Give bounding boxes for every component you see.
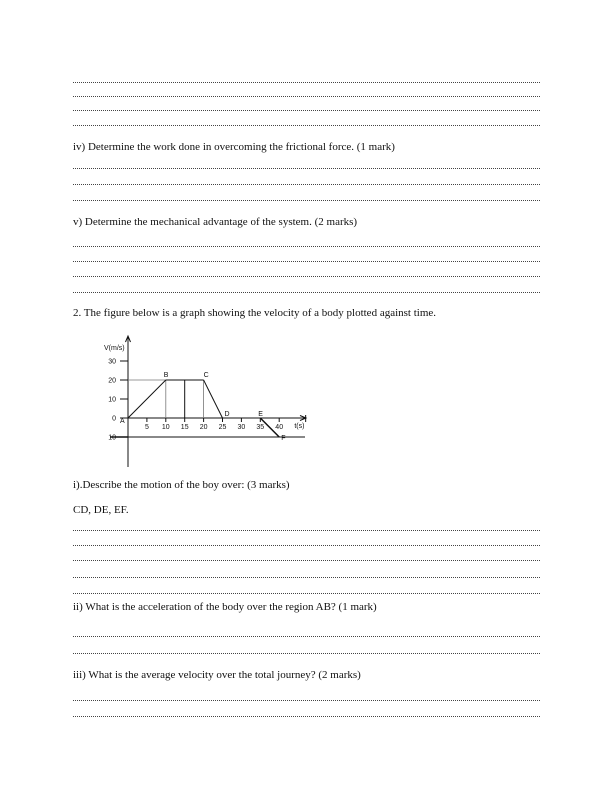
question-i-sub: CD, DE, EF. — [73, 504, 129, 516]
x-axis-label: t(s) — [294, 423, 305, 430]
x-tick-label: 40 — [275, 424, 284, 431]
x-tick-label: 30 — [237, 424, 246, 431]
answer-line[interactable] — [73, 545, 540, 546]
x-tick-label: 5 — [144, 424, 149, 431]
question-iii: iii) What is the average velocity over the total journey? (2 marks) — [73, 669, 361, 681]
x-tick-label: 15 — [180, 424, 189, 431]
x-tick-label: 20 — [199, 424, 208, 431]
point-label-D: D — [224, 411, 230, 418]
point-label-C: C — [203, 372, 209, 379]
answer-line[interactable] — [73, 700, 540, 701]
point-label-E: E — [258, 411, 263, 418]
x-tick-label: 35 — [256, 424, 265, 431]
question-ii: ii) What is the acceleration of the body over the region AB? (1 mark) — [73, 601, 377, 613]
question-v: v) Determine the mechanical advantage of the system. (2 marks) — [73, 216, 358, 228]
question-2: 2. The figure below is a graph showing the velocity of a body plotted against time. — [73, 307, 437, 319]
y-axis-label: V(m/s) — [104, 345, 125, 352]
x-tick-label: 25 — [218, 424, 227, 431]
question-iv: iv) Determine the work done in overcoming the frictional force. (1 mark) — [73, 141, 395, 153]
graph-segment-CD — [204, 380, 223, 418]
y-tick-label: 30 — [108, 358, 116, 366]
graph-segment-AB — [128, 380, 166, 418]
point-label-B: B — [163, 372, 169, 379]
question-i: i).Describe the motion of the boy over: (3 marks) — [73, 479, 290, 491]
y-tick-label: 10 — [108, 434, 116, 442]
answer-line[interactable] — [73, 560, 540, 561]
y-tick-label: 10 — [108, 396, 116, 404]
x-tick-label: 10 — [161, 424, 170, 431]
answer-line[interactable] — [73, 653, 540, 654]
y-tick-label: 20 — [108, 377, 116, 385]
answer-line[interactable] — [73, 716, 540, 717]
point-label-F: F — [281, 435, 286, 442]
y-tick-label: 0 — [112, 415, 116, 423]
answer-line[interactable] — [73, 636, 540, 637]
answer-line[interactable] — [73, 530, 540, 531]
answer-line[interactable] — [73, 593, 540, 594]
point-label-A: A — [120, 418, 125, 425]
answer-line[interactable] — [73, 577, 540, 578]
